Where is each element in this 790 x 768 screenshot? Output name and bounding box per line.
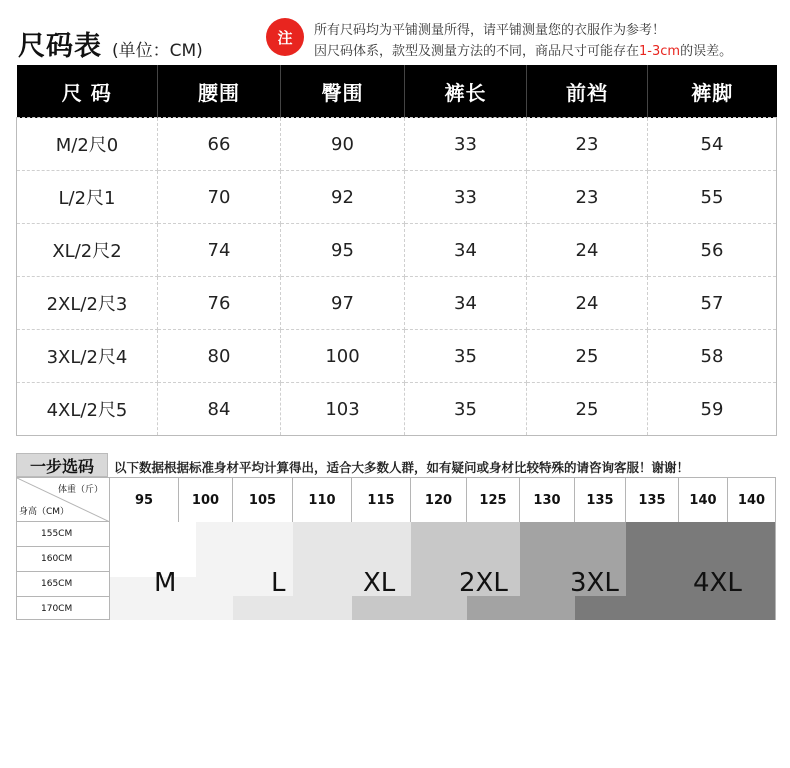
table-cell: 35 [405, 383, 527, 436]
note-line-2-text-b: 的误差。 [680, 44, 733, 59]
table-cell: 58 [648, 330, 777, 383]
weight-cell: 140 [737, 492, 766, 508]
weight-cell: 95 [110, 478, 179, 522]
table-cell: 97 [281, 277, 405, 330]
weight-cell: 130 [520, 478, 575, 522]
table-cell: 76 [158, 277, 281, 330]
column-header: 裤脚 [648, 65, 777, 118]
table-cell: 70 [158, 171, 281, 224]
weight-cell: 110 [293, 478, 352, 522]
table-row [17, 171, 777, 224]
size-recommend-grid [16, 477, 776, 620]
note-line-1: 所有尺码均为平铺测量所得，请平铺测量您的衣服作为参考！ [314, 23, 666, 38]
table-cell: 59 [648, 383, 777, 436]
weight-cell: 135 [626, 478, 679, 522]
weight-cell: 100 [179, 478, 233, 522]
unit-label: (单位：CM) [112, 41, 203, 61]
quick-size-heading: 一步选码 [16, 453, 108, 477]
size-label-3xl: 3XL [570, 568, 619, 598]
table-cell: 92 [281, 171, 405, 224]
quick-size-note: 以下数据根据标准身材平均计算得出，适合大多数人群，如有疑问或身材比较特殊的请咨询客服！谢谢！ [114, 460, 690, 475]
table-row [17, 330, 777, 383]
note-badge: 注 [266, 18, 304, 56]
weight-cell: 140 [679, 478, 728, 522]
table-cell: 54 [648, 118, 777, 171]
table-cell: 34 [405, 224, 527, 277]
column-header: 尺 码 [17, 65, 158, 118]
zone-xl-low [233, 596, 293, 620]
note-line-2 [314, 40, 732, 59]
zone-2xl-low [352, 596, 411, 620]
zone-4xl-low [575, 596, 626, 620]
table-cell: 55 [648, 171, 777, 224]
table-row [17, 383, 777, 436]
weight-cell: 120 [411, 478, 467, 522]
table-cell: 90 [281, 118, 405, 171]
table-cell: 80 [158, 330, 281, 383]
table-row [17, 118, 777, 171]
page-title: 尺码表 [18, 31, 102, 62]
weight-cell: 115 [352, 478, 411, 522]
table-cell: 35 [405, 330, 527, 383]
size-label-4xl: 4XL [693, 568, 742, 598]
zone-l-low [110, 577, 196, 620]
height-axis-label: 身高（CM） [19, 507, 70, 517]
table-cell: 33 [405, 118, 527, 171]
table-row [17, 277, 777, 330]
zone-3xl-low [467, 596, 520, 620]
height-cell: 170CM [17, 596, 110, 620]
weight-cell: 105 [233, 478, 293, 522]
table-cell: 24 [527, 224, 648, 277]
size-label-m: M [154, 568, 177, 598]
height-cell: 155CM [17, 522, 110, 546]
size-cell: 4XL/2尺5 [17, 383, 158, 436]
column-header: 腰围 [158, 65, 281, 118]
table-cell: 24 [527, 277, 648, 330]
table-cell: 95 [281, 224, 405, 277]
height-cell: 165CM [17, 571, 110, 596]
note-error-range: 1-3cm [639, 44, 681, 59]
table-cell: 66 [158, 118, 281, 171]
size-label-l: L [271, 568, 286, 598]
size-table-header [17, 65, 777, 118]
note-line-2-text-a: 因尺码体系，款型及测量方法的不同，商品尺寸可能存在 [314, 44, 640, 59]
grid-corner-header [17, 478, 110, 522]
size-cell: XL/2尺2 [17, 224, 158, 277]
table-cell: 23 [527, 118, 648, 171]
column-header: 臀围 [281, 65, 405, 118]
column-header: 前裆 [527, 65, 648, 118]
height-cell: 160CM [17, 546, 110, 571]
size-cell: L/2尺1 [17, 171, 158, 224]
table-cell: 103 [281, 383, 405, 436]
size-label-xl: XL [363, 568, 396, 598]
table-cell: 84 [158, 383, 281, 436]
size-cell: 2XL/2尺3 [17, 277, 158, 330]
table-cell: 25 [527, 330, 648, 383]
table-cell: 23 [527, 171, 648, 224]
column-header: 裤长 [405, 65, 527, 118]
table-cell: 25 [527, 383, 648, 436]
table-row [17, 224, 777, 277]
weight-axis-label: 体重（斤） [57, 485, 103, 495]
table-cell: 56 [648, 224, 777, 277]
weight-cell: 135 [575, 478, 626, 522]
size-table [16, 65, 777, 436]
weight-cell: 125 [467, 478, 520, 522]
table-cell: 33 [405, 171, 527, 224]
table-cell: 34 [405, 277, 527, 330]
size-label-2xl: 2XL [459, 568, 508, 598]
table-cell: 100 [281, 330, 405, 383]
table-cell: 74 [158, 224, 281, 277]
size-cell: M/2尺0 [17, 118, 158, 171]
table-cell: 57 [648, 277, 777, 330]
size-cell: 3XL/2尺4 [17, 330, 158, 383]
